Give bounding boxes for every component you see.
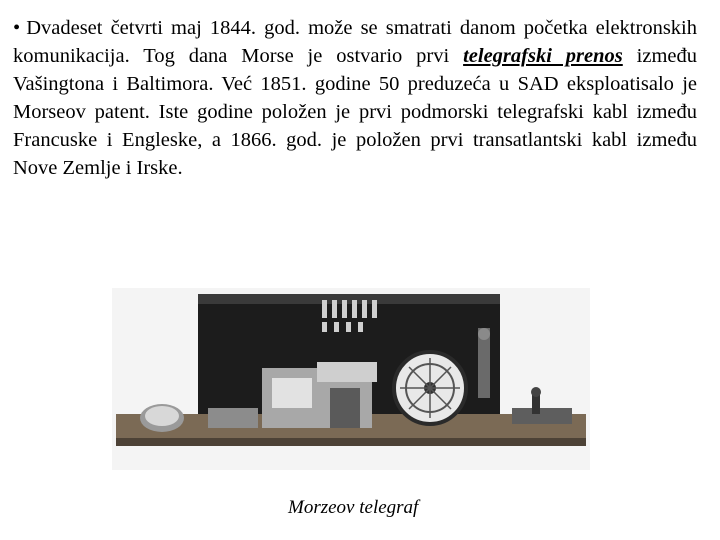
telegraph-photo [112,288,590,470]
figure-caption: Morzeov telegraf [288,497,419,518]
paragraph-emphasis: telegrafski prenos [463,45,623,67]
paragraph-text-1: Dvadeset četvrti maj 1844. god. može se smatrati danom početka elektronskih komunikacija. Tog dana Morse je ostvario prvi [13,17,697,67]
bullet: • [13,17,21,39]
paragraph [13,14,697,182]
paragraph-text-2: između Vašingtona i Baltimora. Već 1851. godine 50 preduzeća u SAD eksploatisalo je Morseov patent. Iste godine položen je prvi podmorski telegrafski kabl između Francuske i Engleske, a 1866. god. je položen prvi transatlantski kabl između Nove Zemlje i Irske. [13,45,697,179]
